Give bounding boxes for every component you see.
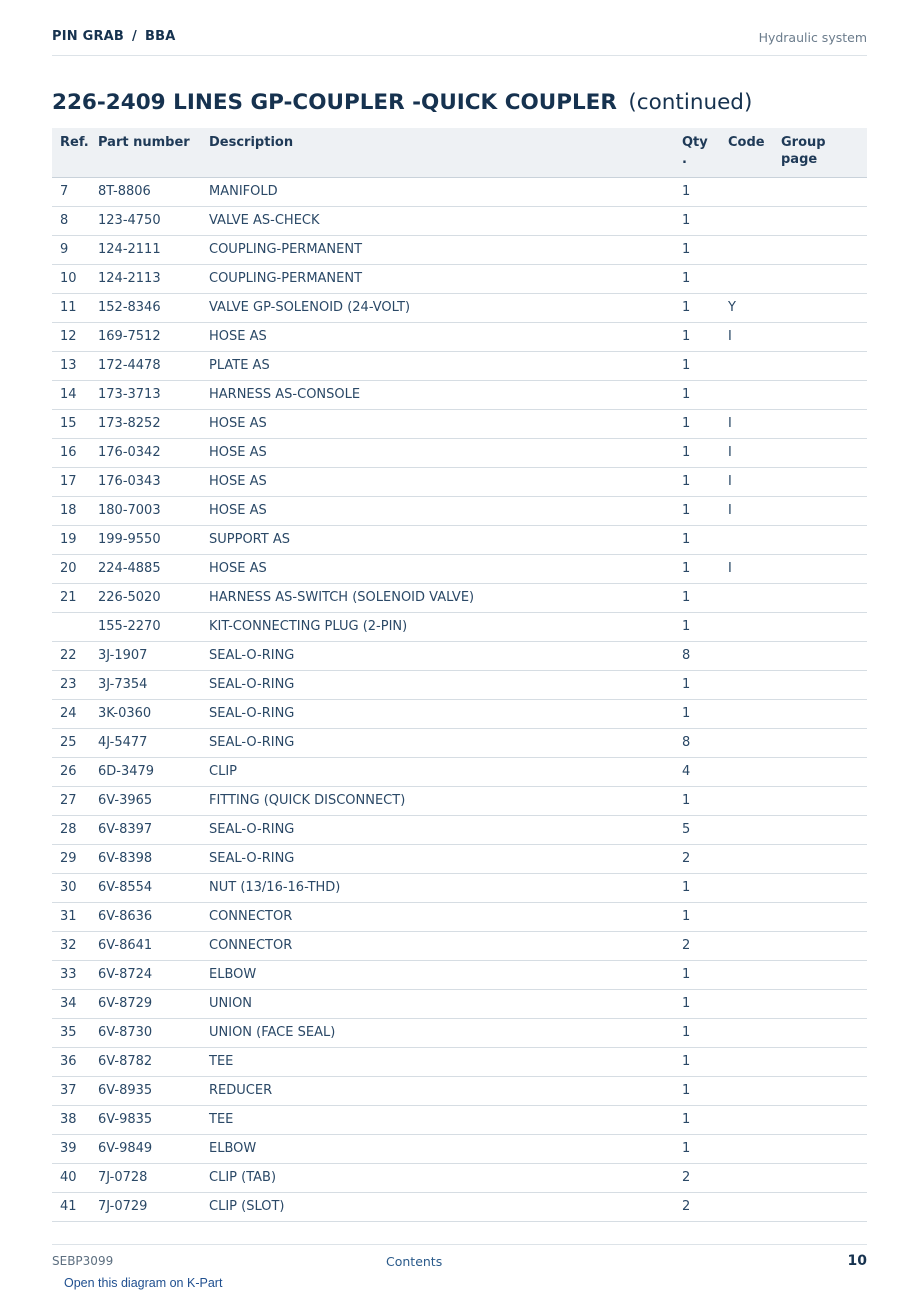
cell-code <box>728 206 781 235</box>
cell-part-number: 176-0342 <box>98 438 209 467</box>
table-row <box>52 1163 867 1192</box>
cell-ref: 30 <box>52 873 98 902</box>
cell-ref: 20 <box>52 554 98 583</box>
breadcrumb-separator: / <box>132 29 137 44</box>
cell-group-page <box>781 873 867 902</box>
cell-qty: 5 <box>682 815 728 844</box>
cell-qty: 8 <box>682 641 728 670</box>
cell-code <box>728 351 781 380</box>
cell-description: SEAL-O-RING <box>209 728 682 757</box>
cell-group-page <box>781 438 867 467</box>
cell-qty: 1 <box>682 409 728 438</box>
table-row <box>52 786 867 815</box>
cell-description: SUPPORT AS <box>209 525 682 554</box>
page-header <box>52 28 867 56</box>
cell-qty: 1 <box>682 264 728 293</box>
cell-description: CONNECTOR <box>209 931 682 960</box>
cell-code <box>728 786 781 815</box>
cell-part-number: 3J-1907 <box>98 641 209 670</box>
cell-description: SEAL-O-RING <box>209 641 682 670</box>
cell-part-number: 6V-8935 <box>98 1076 209 1105</box>
cell-ref: 37 <box>52 1076 98 1105</box>
cell-group-page <box>781 235 867 264</box>
cell-part-number: 152-8346 <box>98 293 209 322</box>
table-row <box>52 1018 867 1047</box>
table-row <box>52 931 867 960</box>
cell-ref: 7 <box>52 177 98 206</box>
table-row <box>52 699 867 728</box>
cell-group-page <box>781 1134 867 1163</box>
table-row <box>52 960 867 989</box>
cell-description: HARNESS AS-SWITCH (SOLENOID VALVE) <box>209 583 682 612</box>
cell-code <box>728 1192 781 1221</box>
cell-code <box>728 264 781 293</box>
cell-ref: 14 <box>52 380 98 409</box>
cell-description: SEAL-O-RING <box>209 670 682 699</box>
table-row <box>52 815 867 844</box>
cell-code <box>728 1105 781 1134</box>
cell-ref: 38 <box>52 1105 98 1134</box>
cell-qty: 1 <box>682 902 728 931</box>
cell-group-page <box>781 409 867 438</box>
cell-part-number: 6D-3479 <box>98 757 209 786</box>
kpart-diagram-link[interactable]: Open this diagram on K-Part <box>64 1276 223 1290</box>
cell-ref: 26 <box>52 757 98 786</box>
cell-description: VALVE GP-SOLENOID (24-VOLT) <box>209 293 682 322</box>
cell-ref: 13 <box>52 351 98 380</box>
cell-description: NUT (13/16-16-THD) <box>209 873 682 902</box>
cell-ref: 36 <box>52 1047 98 1076</box>
cell-description: CONNECTOR <box>209 902 682 931</box>
cell-ref: 25 <box>52 728 98 757</box>
cell-qty: 1 <box>682 351 728 380</box>
cell-group-page <box>781 757 867 786</box>
cell-part-number: 173-8252 <box>98 409 209 438</box>
cell-description: CLIP (TAB) <box>209 1163 682 1192</box>
cell-qty: 1 <box>682 467 728 496</box>
cell-code <box>728 235 781 264</box>
table-row <box>52 583 867 612</box>
column-header-group-page: Group page <box>781 128 867 177</box>
cell-group-page <box>781 322 867 351</box>
table-row <box>52 467 867 496</box>
breadcrumb-machine: PIN GRAB <box>52 29 125 44</box>
cell-code <box>728 728 781 757</box>
cell-description: HOSE AS <box>209 467 682 496</box>
cell-description: TEE <box>209 1105 682 1134</box>
cell-code <box>728 931 781 960</box>
table-row <box>52 1047 867 1076</box>
cell-part-number: 124-2111 <box>98 235 209 264</box>
cell-description: UNION <box>209 989 682 1018</box>
cell-qty: 1 <box>682 525 728 554</box>
cell-ref: 40 <box>52 1163 98 1192</box>
cell-qty: 1 <box>682 873 728 902</box>
cell-part-number: 7J-0729 <box>98 1192 209 1221</box>
cell-group-page <box>781 1047 867 1076</box>
cell-group-page <box>781 293 867 322</box>
cell-code: I <box>728 409 781 438</box>
cell-description: ELBOW <box>209 960 682 989</box>
cell-description: SEAL-O-RING <box>209 699 682 728</box>
cell-part-number: 123-4750 <box>98 206 209 235</box>
cell-qty: 1 <box>682 1076 728 1105</box>
cell-description: HOSE AS <box>209 554 682 583</box>
cell-qty: 1 <box>682 1047 728 1076</box>
cell-group-page <box>781 1076 867 1105</box>
table-row <box>52 554 867 583</box>
cell-part-number: 6V-3965 <box>98 786 209 815</box>
cell-code: I <box>728 554 781 583</box>
cell-ref: 41 <box>52 1192 98 1221</box>
cell-ref: 9 <box>52 235 98 264</box>
cell-ref: 35 <box>52 1018 98 1047</box>
cell-code <box>728 525 781 554</box>
breadcrumb <box>52 29 175 44</box>
table-row <box>52 264 867 293</box>
table-row <box>52 322 867 351</box>
cell-code <box>728 699 781 728</box>
cell-ref <box>52 612 98 641</box>
table-row <box>52 438 867 467</box>
cell-part-number: 6V-8729 <box>98 989 209 1018</box>
parts-table-header <box>52 128 867 177</box>
cell-code <box>728 960 781 989</box>
cell-part-number: 6V-8724 <box>98 960 209 989</box>
cell-group-page <box>781 380 867 409</box>
cell-description: MANIFOLD <box>209 177 682 206</box>
cell-part-number: 176-0343 <box>98 467 209 496</box>
cell-part-number: 6V-8730 <box>98 1018 209 1047</box>
cell-group-page <box>781 351 867 380</box>
cell-group-page <box>781 989 867 1018</box>
table-row <box>52 641 867 670</box>
cell-code <box>728 583 781 612</box>
cell-description: HOSE AS <box>209 322 682 351</box>
cell-code <box>728 1076 781 1105</box>
cell-description: HARNESS AS-CONSOLE <box>209 380 682 409</box>
cell-code: I <box>728 438 781 467</box>
cell-ref: 11 <box>52 293 98 322</box>
table-row <box>52 1105 867 1134</box>
cell-part-number: 6V-8554 <box>98 873 209 902</box>
page-footer <box>52 1244 867 1276</box>
cell-qty: 2 <box>682 1192 728 1221</box>
table-row <box>52 206 867 235</box>
cell-part-number: 6V-8398 <box>98 844 209 873</box>
cell-group-page <box>781 206 867 235</box>
cell-part-number: 6V-8397 <box>98 815 209 844</box>
cell-group-page <box>781 177 867 206</box>
cell-group-page <box>781 844 867 873</box>
cell-description: SEAL-O-RING <box>209 815 682 844</box>
table-row <box>52 380 867 409</box>
table-row <box>52 409 867 438</box>
cell-qty: 1 <box>682 1105 728 1134</box>
cell-qty: 1 <box>682 554 728 583</box>
cell-code: I <box>728 496 781 525</box>
cell-qty: 1 <box>682 1018 728 1047</box>
table-row <box>52 177 867 206</box>
cell-code <box>728 1134 781 1163</box>
cell-code <box>728 902 781 931</box>
cell-ref: 22 <box>52 641 98 670</box>
cell-group-page <box>781 467 867 496</box>
cell-description: HOSE AS <box>209 409 682 438</box>
cell-group-page <box>781 1018 867 1047</box>
table-row <box>52 612 867 641</box>
table-row <box>52 351 867 380</box>
cell-part-number: 169-7512 <box>98 322 209 351</box>
cell-part-number: 7J-0728 <box>98 1163 209 1192</box>
cell-group-page <box>781 583 867 612</box>
cell-code <box>728 1047 781 1076</box>
table-row <box>52 844 867 873</box>
column-header-qty: Qty . <box>682 128 728 177</box>
cell-description: PLATE AS <box>209 351 682 380</box>
cell-code <box>728 1163 781 1192</box>
cell-qty: 1 <box>682 699 728 728</box>
column-header-part-number: Part number <box>98 128 209 177</box>
cell-qty: 1 <box>682 322 728 351</box>
cell-code <box>728 177 781 206</box>
cell-code: Y <box>728 293 781 322</box>
page-number: 10 <box>847 1253 867 1269</box>
table-row <box>52 235 867 264</box>
cell-group-page <box>781 699 867 728</box>
cell-description: COUPLING-PERMANENT <box>209 235 682 264</box>
cell-description: CLIP (SLOT) <box>209 1192 682 1221</box>
cell-qty: 1 <box>682 786 728 815</box>
cell-group-page <box>781 525 867 554</box>
cell-description: KIT-CONNECTING PLUG (2-PIN) <box>209 612 682 641</box>
cell-code: I <box>728 322 781 351</box>
cell-ref: 24 <box>52 699 98 728</box>
cell-ref: 17 <box>52 467 98 496</box>
cell-qty: 1 <box>682 670 728 699</box>
cell-part-number: 124-2113 <box>98 264 209 293</box>
cell-qty: 1 <box>682 235 728 264</box>
cell-part-number: 155-2270 <box>98 612 209 641</box>
cell-part-number: 6V-8782 <box>98 1047 209 1076</box>
cell-part-number: 180-7003 <box>98 496 209 525</box>
cell-code: I <box>728 467 781 496</box>
cell-group-page <box>781 554 867 583</box>
cell-group-page <box>781 786 867 815</box>
cell-ref: 23 <box>52 670 98 699</box>
table-row <box>52 1076 867 1105</box>
table-row <box>52 525 867 554</box>
cell-group-page <box>781 264 867 293</box>
cell-qty: 4 <box>682 757 728 786</box>
cell-description: UNION (FACE SEAL) <box>209 1018 682 1047</box>
cell-group-page <box>781 728 867 757</box>
cell-code <box>728 670 781 699</box>
breadcrumb-serial-prefix: BBA <box>144 29 176 44</box>
table-row <box>52 989 867 1018</box>
cell-group-page <box>781 931 867 960</box>
cell-part-number: 226-5020 <box>98 583 209 612</box>
cell-description: CLIP <box>209 757 682 786</box>
cell-qty: 1 <box>682 612 728 641</box>
cell-ref: 21 <box>52 583 98 612</box>
page-title-main: 226-2409 LINES GP-COUPLER -QUICK COUPLER <box>52 90 617 115</box>
cell-part-number: 199-9550 <box>98 525 209 554</box>
cell-code <box>728 989 781 1018</box>
cell-ref: 27 <box>52 786 98 815</box>
table-row <box>52 1192 867 1221</box>
cell-code <box>728 612 781 641</box>
column-header-code: Code <box>728 128 781 177</box>
cell-qty: 2 <box>682 931 728 960</box>
cell-part-number: 6V-9849 <box>98 1134 209 1163</box>
cell-code <box>728 815 781 844</box>
table-row <box>52 757 867 786</box>
cell-description: ELBOW <box>209 1134 682 1163</box>
cell-group-page <box>781 902 867 931</box>
cell-ref: 31 <box>52 902 98 931</box>
cell-ref: 12 <box>52 322 98 351</box>
cell-qty: 1 <box>682 496 728 525</box>
cell-part-number: 172-4478 <box>98 351 209 380</box>
cell-part-number: 3K-0360 <box>98 699 209 728</box>
cell-description: REDUCER <box>209 1076 682 1105</box>
cell-part-number: 173-3713 <box>98 380 209 409</box>
table-row <box>52 293 867 322</box>
cell-qty: 1 <box>682 206 728 235</box>
cell-qty: 1 <box>682 438 728 467</box>
cell-description: VALVE AS-CHECK <box>209 206 682 235</box>
cell-qty: 8 <box>682 728 728 757</box>
table-row <box>52 496 867 525</box>
cell-description: COUPLING-PERMANENT <box>209 264 682 293</box>
cell-ref: 15 <box>52 409 98 438</box>
cell-group-page <box>781 1163 867 1192</box>
cell-part-number: 6V-8636 <box>98 902 209 931</box>
cell-part-number: 6V-8641 <box>98 931 209 960</box>
table-row <box>52 873 867 902</box>
cell-qty: 1 <box>682 583 728 612</box>
cell-ref: 10 <box>52 264 98 293</box>
cell-qty: 1 <box>682 1134 728 1163</box>
cell-ref: 28 <box>52 815 98 844</box>
cell-part-number: 8T-8806 <box>98 177 209 206</box>
cell-description: HOSE AS <box>209 438 682 467</box>
cell-code <box>728 844 781 873</box>
table-row <box>52 728 867 757</box>
cell-ref: 16 <box>52 438 98 467</box>
cell-ref: 19 <box>52 525 98 554</box>
cell-group-page <box>781 496 867 525</box>
cell-part-number: 3J-7354 <box>98 670 209 699</box>
cell-group-page <box>781 612 867 641</box>
cell-code <box>728 757 781 786</box>
cell-group-page <box>781 815 867 844</box>
cell-code <box>728 641 781 670</box>
page-title-suffix: (continued) <box>628 90 753 115</box>
cell-group-page <box>781 670 867 699</box>
cell-ref: 8 <box>52 206 98 235</box>
table-row <box>52 670 867 699</box>
document-id: SEBP3099 <box>52 1254 114 1268</box>
cell-qty: 1 <box>682 293 728 322</box>
cell-group-page <box>781 960 867 989</box>
cell-group-page <box>781 641 867 670</box>
cell-ref: 29 <box>52 844 98 873</box>
cell-ref: 39 <box>52 1134 98 1163</box>
cell-part-number: 224-4885 <box>98 554 209 583</box>
cell-code <box>728 873 781 902</box>
cell-ref: 32 <box>52 931 98 960</box>
cell-group-page <box>781 1192 867 1221</box>
cell-description: TEE <box>209 1047 682 1076</box>
column-header-ref: Ref. <box>52 128 98 177</box>
section-label: Hydraulic system <box>758 30 867 45</box>
cell-qty: 2 <box>682 844 728 873</box>
cell-qty: 1 <box>682 960 728 989</box>
parts-table-body <box>52 177 867 1221</box>
cell-ref: 33 <box>52 960 98 989</box>
cell-qty: 2 <box>682 1163 728 1192</box>
cell-ref: 18 <box>52 496 98 525</box>
cell-code <box>728 380 781 409</box>
table-row <box>52 1134 867 1163</box>
cell-ref: 34 <box>52 989 98 1018</box>
contents-link[interactable]: Contents <box>386 1254 443 1269</box>
cell-part-number: 4J-5477 <box>98 728 209 757</box>
cell-description: FITTING (QUICK DISCONNECT) <box>209 786 682 815</box>
cell-qty: 1 <box>682 177 728 206</box>
cell-group-page <box>781 1105 867 1134</box>
table-row <box>52 902 867 931</box>
cell-qty: 1 <box>682 380 728 409</box>
page-title <box>52 90 752 115</box>
cell-code <box>728 1018 781 1047</box>
column-header-description: Description <box>209 128 682 177</box>
cell-part-number: 6V-9835 <box>98 1105 209 1134</box>
cell-description: HOSE AS <box>209 496 682 525</box>
cell-qty: 1 <box>682 989 728 1018</box>
parts-table <box>52 128 867 1222</box>
cell-description: SEAL-O-RING <box>209 844 682 873</box>
